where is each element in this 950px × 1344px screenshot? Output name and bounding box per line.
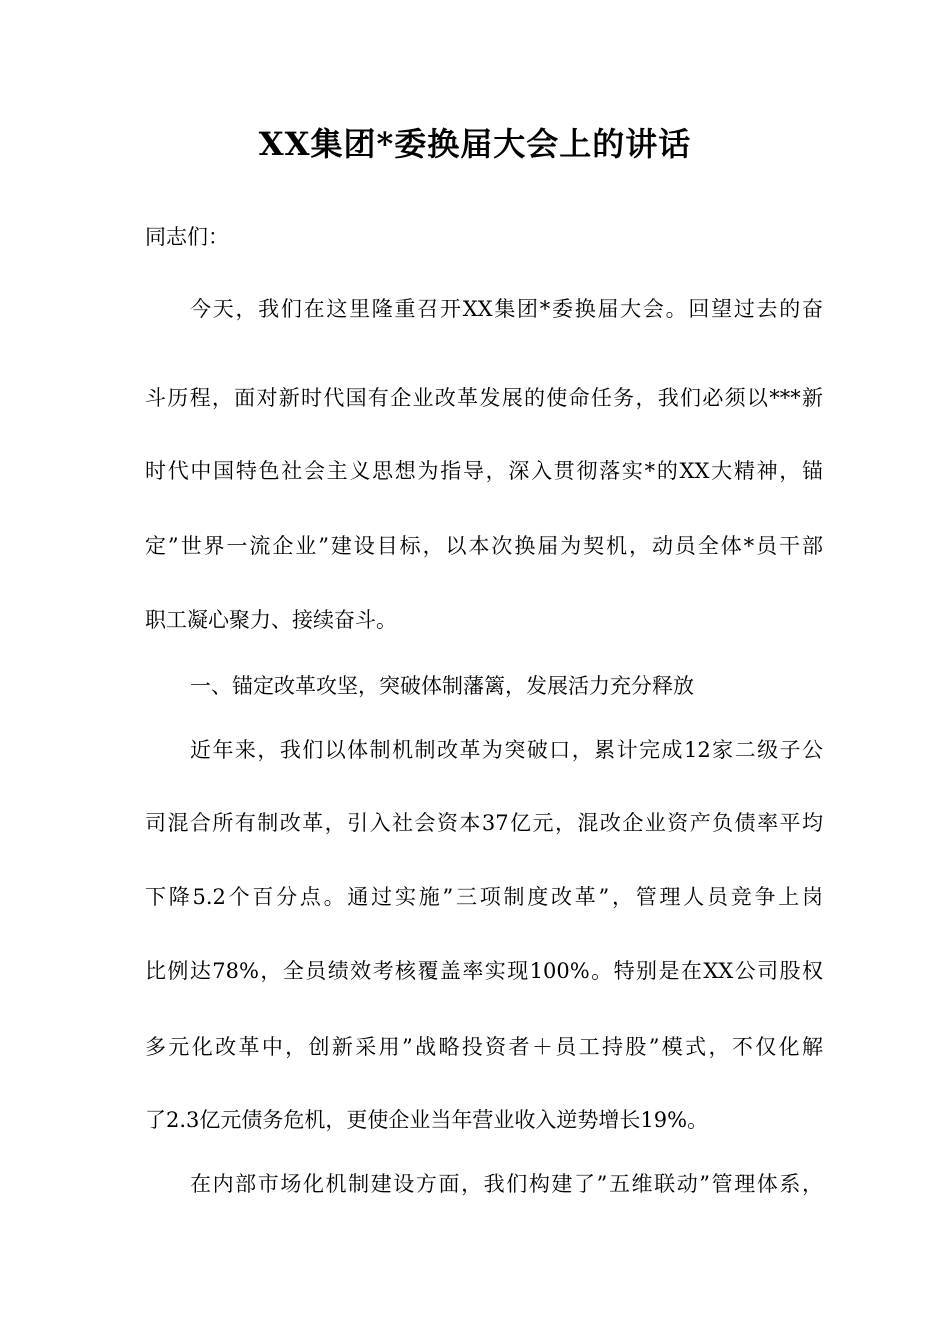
paragraph-line: 今天，我们在这里隆重召开XX集团*委换届大会。回望过去的奋 bbox=[190, 297, 823, 321]
paragraph-line: 近年来，我们以体制机制改革为突破口，累计完成12家二级子公 bbox=[190, 738, 823, 762]
document-title: XX集团*委换届大会上的讲话 bbox=[258, 125, 692, 163]
salutation: 同志们： bbox=[145, 225, 229, 249]
paragraph-line: 职工凝心聚力、接续奋斗。 bbox=[145, 608, 397, 632]
paragraph-line: 多元化改革中，创新采用”战略投资者＋员工持股”模式，不仅化解 bbox=[145, 1035, 823, 1059]
paragraph-line: 了2.3亿元债务危机，更使企业当年营业收入逆势增长19%。 bbox=[145, 1108, 709, 1132]
paragraph-line: 司混合所有制改革，引入社会资本37亿元，混改企业资产负债率平均 bbox=[145, 811, 823, 835]
paragraph-line: 时代中国特色社会主义思想为指导，深入贯彻落实*的XX大精神，锚 bbox=[145, 459, 823, 483]
paragraph-line: 比例达78%，全员绩效考核覆盖率实现100%。特别是在XX公司股权 bbox=[145, 959, 823, 983]
paragraph-line: 斗历程，面对新时代国有企业改革发展的使命任务，我们必须以***新 bbox=[145, 386, 823, 410]
paragraph-line: 定”世界一流企业”建设目标，以本次换届为契机，动员全体*员干部 bbox=[145, 534, 823, 558]
section-heading: 一、锚定改革攻坚，突破体制藩篱，发展活力充分释放 bbox=[190, 674, 694, 698]
paragraph-line: 下降5.2个百分点。通过实施”三项制度改革”，管理人员竞争上岗 bbox=[145, 885, 823, 909]
paragraph-line: 在内部市场化机制建设方面，我们构建了”五维联动”管理体系， bbox=[190, 1172, 823, 1196]
